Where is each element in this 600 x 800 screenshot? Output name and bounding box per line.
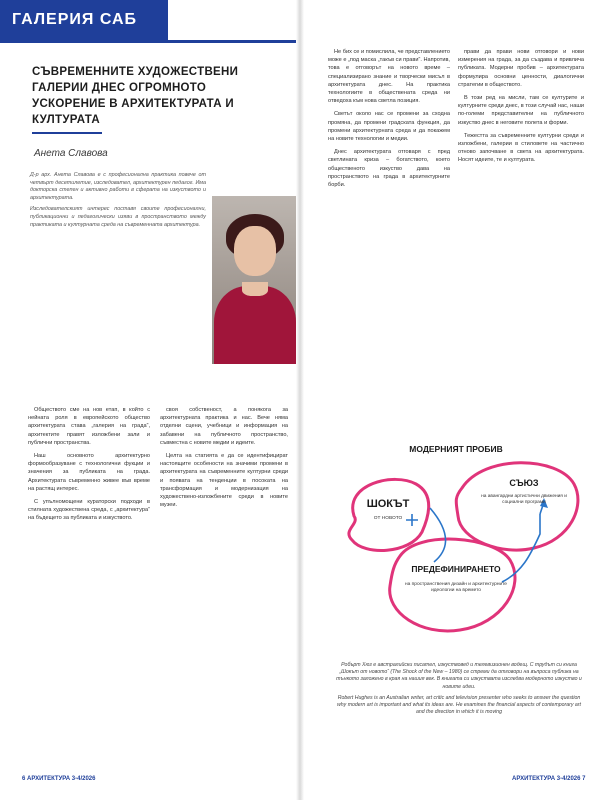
body-paragraph: Обществото сме на нов етап, в който с нейната роля в европейското общество архитектурата става „галерия на града“, архитектите правят изложбени зали и публични пространства.: [28, 407, 150, 446]
title-band: [0, 40, 300, 43]
body-paragraph: прави да прави нови отговори и нови измерения на града, за да създава и привлича публиката. Модерни пробив – архитектурата формулира основни ценности, диалогични стратегии в обществото.: [458, 49, 584, 88]
article-title: СЪВРЕМЕННИТЕ ХУДОЖЕСТВЕНИ ГАЛЕРИИ ДНЕС ОГРОМНОТО УСКОРЕНИЕ В АРХИТЕКТУРАТА И КУЛТУРАТА: [32, 66, 239, 126]
page-gutter: [296, 0, 304, 800]
body-paragraph: своя собственост, а понякога за архитектурната практика и нас. Вече няма отделни сцени, учебници и информация на забавени на публичното пространство, съвместна с новите медии и идеите.: [160, 407, 288, 446]
body-paragraph: Светът около нас се промени за сходна промяна, да промени градската функция, да промени архитектурната среда и да покажем на новите технологии и медии.: [328, 111, 450, 143]
diagram-redefinition-label: ПРЕДЕФИНИРАНЕТО: [411, 564, 501, 574]
caption-en: Robert Hughes is an Australian writer, art critic and television presenter who seeks to answer the question why modern art is important and what its ideas are. He examines the financial aspects of contemporary art and the direction in which it is moving: [337, 694, 581, 716]
portrait-collar: [242, 282, 268, 296]
right-column-1: [328, 48, 450, 194]
diagram-shock-label: ШОКЪТ: [366, 498, 410, 510]
author-portrait: [212, 196, 296, 364]
body-paragraph: Тежестта за съвременните културни среди и изложбени, галерии в стиловете на частично отново започване в света на архитектурата. Носят идеите, те и културата.: [458, 132, 584, 164]
shock-blob: [349, 479, 429, 550]
folio-left: 6 АРХИТЕКТУРА 3-4/2026: [22, 776, 96, 782]
body-paragraph: Наш основното архитектурно формообразуване с технологични фукции и значения за публиката на града. Архитектурата съвременно живее във време на растящ интерес.: [28, 453, 150, 492]
author-intro: [30, 172, 206, 233]
diagram-top-label: МОДЕРНИЯТ ПРОБИВ: [409, 444, 503, 454]
caption-bg: Робърт Хюз е австралийски писател, изкуствовед и телевизионен водещ. С трудът си книга „Шокът от новото“ (The Shock of the New – 1980) се стреми да отговори на въпроса публика на тънкото заложено в края на нашия век. В книгата си изкуствата изследва модерното изкуство и новите идеи.: [336, 662, 582, 690]
left-column-1: [28, 406, 150, 528]
folio-right: АРХИТЕКТУРА 3-4/2026 7: [512, 776, 586, 782]
body-paragraph: Не бих се и помислила, че представлението може е „под маска „такъв си прави“. Напротив, това е отговорът на новото време – специализирано знание и творчески мисъл в архитектурата днес. На практика технологиите в обществената среда ни отведоха към нова светла позиция.: [328, 49, 450, 105]
portrait-body: [214, 286, 296, 364]
diagram-union-sub: на авангардни артистични движения и социални програми: [481, 494, 567, 505]
title-rule: [32, 132, 102, 134]
diagram-graphic: [334, 444, 588, 652]
body-paragraph: С упълномощени кураторски подходи в стилната художествена среда, с „архитектура“ на бъдещето за публиката и изкуството.: [28, 499, 150, 522]
body-paragraph: Днес архитектурата отговаря с пред светлината криза – богатството, което общественото изкуство дава на пространството на града в архитектурните борби.: [328, 149, 450, 189]
portrait-face: [234, 226, 276, 276]
intro-paragraph: Изследователският интерес поставя своите професионални, публикационни и педагогически изяви в пространството между практиката и културната среда на съвременната архитектура.: [30, 206, 206, 228]
connector-line: [430, 508, 446, 562]
body-paragraph: Целта на статията е да се идентифицират настоящите особености на значими промени в архитектурата на съвременните културни среди и появата на тенденции в посоката на трансформация и модернизация на художествено-изложбените среди в новите музеи.: [160, 453, 288, 509]
section-tab: ГАЛЕРИЯ САБ: [0, 0, 168, 40]
diagram-union-label: СЪЮЗ: [509, 478, 539, 488]
left-column-2: [160, 406, 288, 514]
intro-paragraph: Д-р арх. Анета Славова е с професионална практика повече от четвърт десетилетие, изследовател, архитектурен педагог. Има докторска степен и активно работи в сферата на изкуството и архитектурата.: [30, 172, 206, 201]
image-caption: [334, 662, 584, 720]
union-blob: [456, 463, 578, 550]
concept-diagram: [334, 444, 588, 652]
body-paragraph: В този ред на мисли, там се културите и културните среди днес, в този случай нас, наши по-големи представителни на публичното изкуство днес в неговите полета и форми.: [458, 95, 584, 126]
author-name: Анета Славова: [34, 148, 108, 159]
right-column-2: [458, 48, 584, 170]
diagram-shock-sub: ОТ НОВОТО: [373, 516, 403, 521]
diagram-redefinition-sub: на пространствения дизайн и архитектурните идеологии на времето: [405, 582, 507, 593]
